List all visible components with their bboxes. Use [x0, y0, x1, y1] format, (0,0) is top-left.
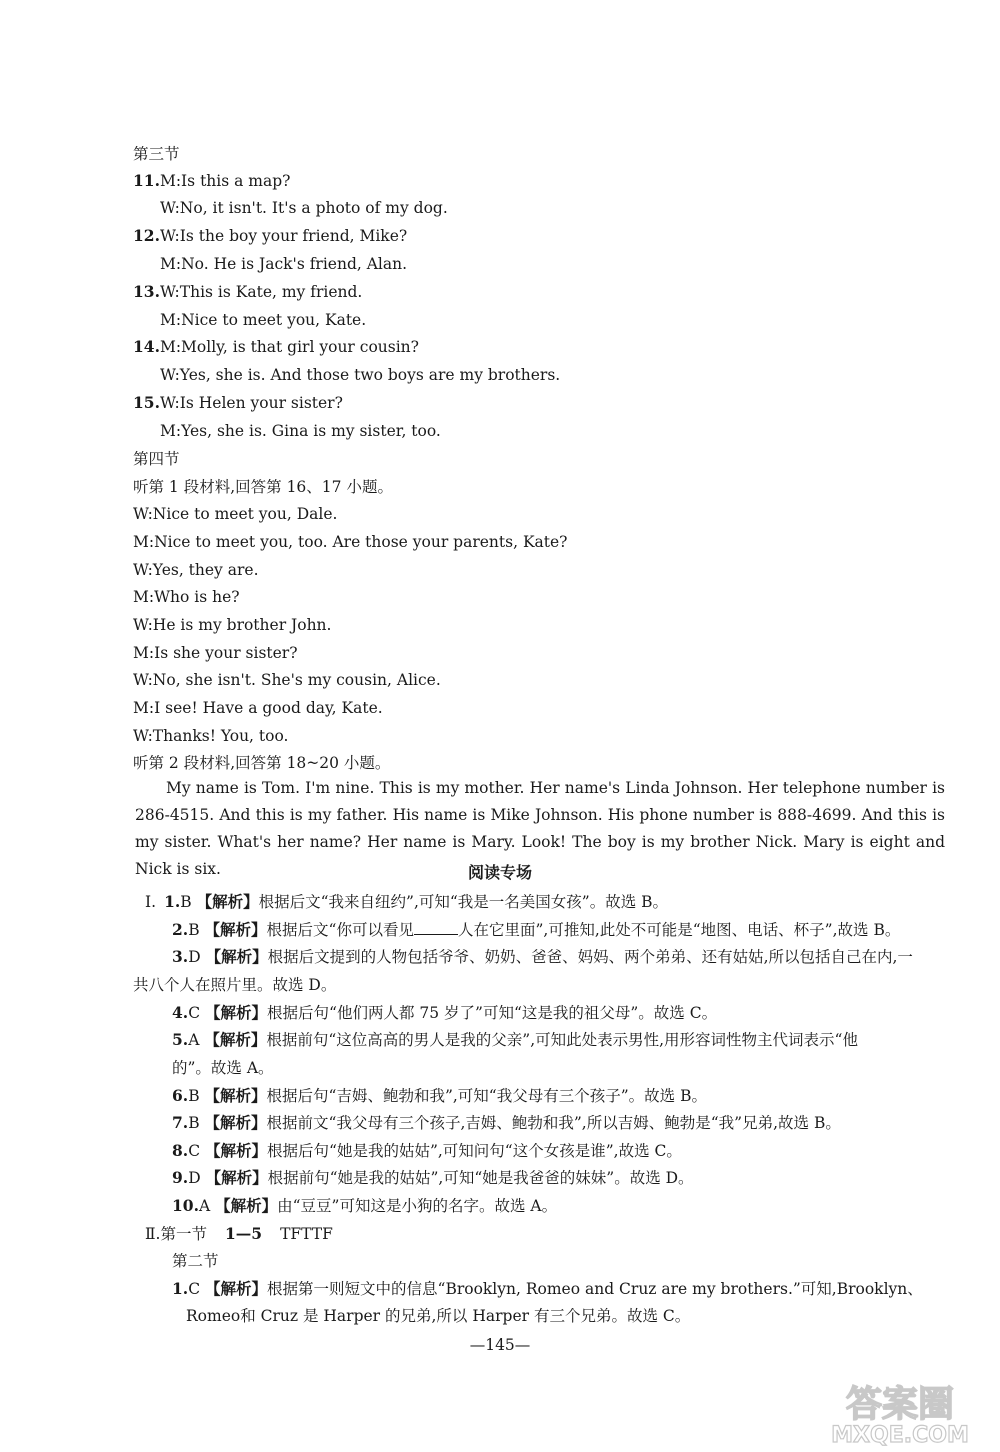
analysis-tag: 【解析】: [205, 947, 268, 966]
part-2-sec1-label: 第一节: [160, 1225, 207, 1243]
answer-explanation: 根据前句“这位高高的男人是我的父亲”,可知此处表示男性,用形容词性物主代词表示“他: [266, 1031, 858, 1049]
answer-number: 5.: [172, 1030, 189, 1049]
q11-number: 11.: [133, 171, 160, 190]
reading-answer-10: [172, 1196, 557, 1216]
q12-text: W:Is the boy your friend, Mike?: [159, 227, 408, 245]
watermark-icon: [806, 1378, 994, 1448]
reading-answer-3-cont: 共八个人在照片里。故选 D。: [133, 976, 337, 994]
analysis-tag: 【解析】: [204, 920, 267, 939]
answer-explanation: 根据后句“她是我的姑姑”,可知问句“这个女孩是谁”,故选 C。: [267, 1142, 682, 1160]
reading-answer-5-cont: 的”。故选 A。: [172, 1059, 274, 1077]
dialog-line: W:Nice to meet you, Dale.: [133, 505, 338, 523]
analysis-tag: 【解析】: [204, 1113, 267, 1132]
section-3-heading: 第三节: [133, 145, 180, 163]
answer-number: 7.: [172, 1113, 189, 1132]
answer-choice: C: [188, 1280, 201, 1298]
answer-choice: C: [188, 1004, 201, 1022]
answer-choice: D: [188, 948, 201, 966]
part-2-answers: TFTTF: [280, 1225, 333, 1243]
listen-material-1: 听第 1 段材料,回答第 16、17 小题。: [133, 478, 393, 496]
answer-number: 2.: [172, 920, 189, 939]
answer-number: 8.: [172, 1141, 189, 1160]
section-2-answer-1: [172, 1279, 923, 1299]
analysis-tag: 【解析】: [205, 1168, 268, 1187]
reading-answer-1: [145, 892, 668, 912]
answer-number: 4.: [172, 1003, 189, 1022]
answer-choice: D: [188, 1169, 201, 1187]
reading-answer-9: [172, 1168, 694, 1188]
watermark-text-top: 答案圈: [845, 1384, 955, 1425]
answer-explanation: 根据前句“她是我的姑姑”,可知“她是我爸爸的妹妹”。故选 D。: [267, 1169, 694, 1187]
watermark-text-bottom: MXQE.COM: [831, 1423, 969, 1448]
q14-text: M:Molly, is that girl your cousin?: [159, 338, 419, 356]
q11-text: M:Is this a map?: [159, 172, 291, 190]
answer-choice: B: [188, 1114, 200, 1132]
answer-number: 10.: [172, 1196, 199, 1215]
answer-explanation: 根据前文“我父母有三个孩子,吉姆、鲍勃和我”,所以吉姆、鲍勃是“我”兄弟,故选 B。: [266, 1114, 841, 1132]
part-2-roman: Ⅱ.: [145, 1225, 161, 1243]
dialog-line: W:Yes, they are.: [133, 561, 259, 579]
q13-text: W:This is Kate, my friend.: [159, 283, 363, 301]
dialog-line: W:No, she isn't. She's my cousin, Alice.: [133, 671, 441, 689]
analysis-tag: 【解析】: [196, 892, 259, 911]
q14-line1: [133, 337, 419, 357]
q12-line1: [133, 226, 407, 246]
answer-choice: B: [188, 1087, 200, 1105]
reading-answer-4: [172, 1003, 717, 1023]
q11-line1: [133, 171, 290, 191]
analysis-tag: 【解析】: [204, 1030, 267, 1049]
answer-explanation: 由“豆豆”可知这是小狗的名字。故选 A。: [277, 1197, 558, 1215]
dialog-line: M:I see! Have a good day, Kate.: [133, 699, 383, 717]
section-4-heading: 第四节: [133, 450, 180, 468]
answer-number: 1.: [164, 892, 181, 911]
answer-choice: C: [188, 1142, 201, 1160]
dialog-line: W:Thanks! You, too.: [133, 727, 289, 745]
answer-choice: A: [198, 1197, 211, 1215]
reading-answer-5: [172, 1030, 858, 1050]
q14-line2: W:Yes, she is. And those two boys are my brothers.: [160, 366, 561, 384]
q15-text: W:Is Helen your sister?: [159, 394, 343, 412]
listening-passage: My name is Tom. I'm nine. This is my mother. Her name's Linda Johnson. Her telephone number is 286-4515. And this is my father. His name is Mike Johnson. His phone number is 888-4699. And this is my sister. What's her name? Her name is Mary. Look! The boy is my brother Nick. Mary is eight and Nick is six.: [135, 779, 945, 878]
answer-explanation: 根据后句“他们两人都 75 岁了”可知“这是我的祖父母”。故选 C。: [267, 1004, 718, 1022]
answer-number: 6.: [172, 1086, 189, 1105]
answer-explanation-cont: 人在它里面”,可推知,此处不可能是“地图、电话、杯子”,故选 B。: [457, 921, 901, 939]
watermark-logo: [806, 1378, 994, 1448]
reading-answer-6: [172, 1086, 707, 1106]
analysis-tag: 【解析】: [205, 1141, 268, 1160]
q14-number: 14.: [133, 337, 160, 356]
reading-answer-3: [172, 947, 913, 967]
analysis-tag: 【解析】: [205, 1279, 268, 1298]
q12-number: 12.: [133, 226, 160, 245]
analysis-tag: 【解析】: [205, 1003, 268, 1022]
answer-explanation: 根据后句“吉姆、鲍勃和我”,可知“我父母有三个孩子”。故选 B。: [266, 1087, 707, 1105]
part-2-range: 1—5: [224, 1224, 263, 1243]
answer-number: 1.: [172, 1279, 189, 1298]
answer-choice: B: [180, 893, 192, 911]
page-number: —145—: [469, 1336, 531, 1354]
section-2-heading: 第二节: [172, 1252, 219, 1270]
dialog-line: M:Who is he?: [133, 588, 240, 606]
q13-line2: M:Nice to meet you, Kate.: [160, 311, 367, 329]
q13-number: 13.: [133, 282, 160, 301]
q12-line2: M:No. He is Jack's friend, Alan.: [160, 255, 408, 273]
dialog-line: M:Nice to meet you, too. Are those your parents, Kate?: [133, 533, 568, 551]
q15-number: 15.: [133, 393, 160, 412]
answer-choice: B: [188, 921, 200, 939]
answer-explanation: 根据第一则短文中的信息“Brooklyn, Romeo and Cruz are my brothers.”可知,Brooklyn、: [267, 1280, 923, 1298]
analysis-tag: 【解析】: [215, 1196, 278, 1215]
analysis-tag: 【解析】: [204, 1086, 267, 1105]
fill-in-blank: [414, 920, 458, 935]
dialog-line: M:Is she your sister?: [133, 644, 298, 662]
listen-material-2: 听第 2 段材料,回答第 18~20 小题。: [133, 754, 391, 772]
q15-line2: M:Yes, she is. Gina is my sister, too.: [160, 422, 441, 440]
answer-explanation: 根据后文“我来自纽约”,可知“我是一名美国女孩”。故选 B。: [258, 893, 669, 911]
dialog-line: W:He is my brother John.: [133, 616, 332, 634]
reading-answer-2: [172, 920, 900, 940]
q13-line1: [133, 282, 362, 302]
q15-line1: [133, 393, 343, 413]
reading-answer-7: [172, 1113, 841, 1133]
answer-explanation: 根据后文“你可以看见: [266, 921, 414, 939]
answer-explanation: 根据后文提到的人物包括爷爷、奶奶、爸爸、妈妈、两个弟弟、还有姑姑,所以包括自己在内,一: [267, 948, 913, 966]
part-1-roman: Ⅰ.: [145, 893, 157, 911]
section-2-answer-1-cont: Romeo和 Cruz 是 Harper 的兄弟,所以 Harper 有三个兄弟。故选 C。: [186, 1307, 691, 1325]
answer-number: 9.: [172, 1168, 189, 1187]
reading-section-title: 阅读专场: [467, 863, 532, 882]
part-2-section-1: [145, 1224, 333, 1244]
answer-choice: A: [188, 1031, 200, 1049]
answer-number: 3.: [172, 947, 189, 966]
q11-line2: W:No, it isn't. It's a photo of my dog.: [160, 199, 448, 217]
reading-answer-8: [172, 1141, 682, 1161]
